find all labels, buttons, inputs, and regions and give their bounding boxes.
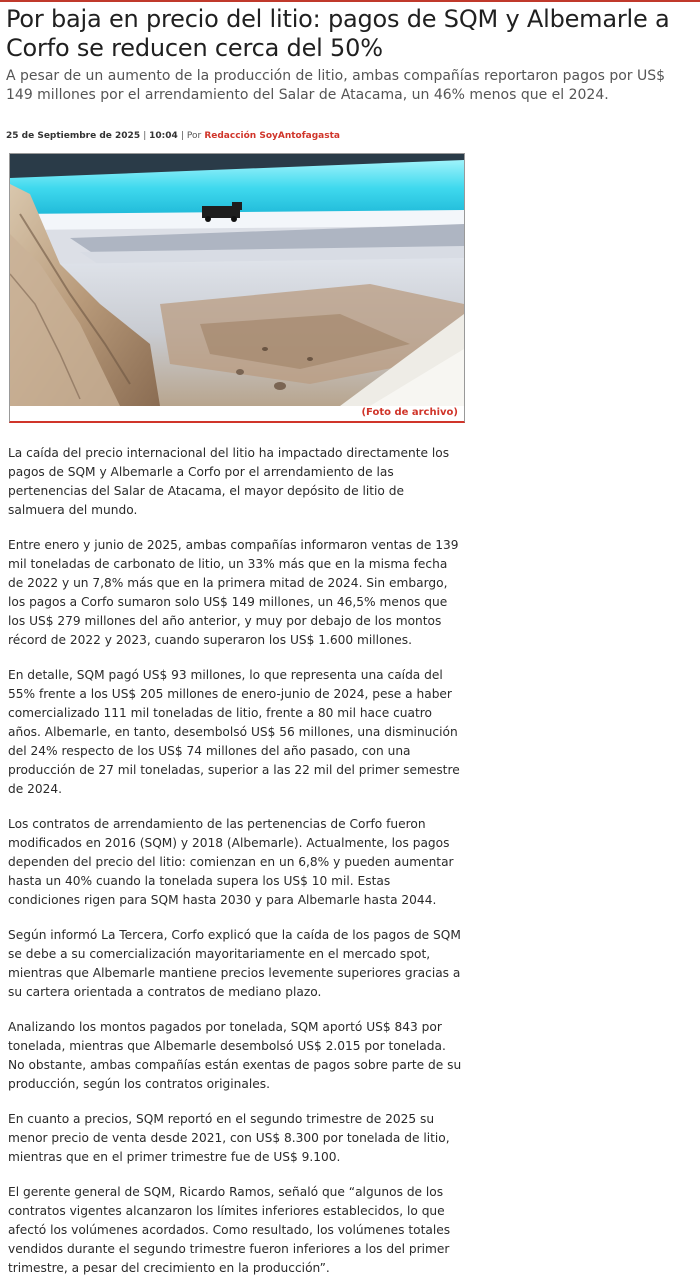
paragraph: En cuanto a precios, SQM reportó en el segundo trimestre de 2025 su menor precio de venta desde 2021, con US$ 8.300 por tonelada de litio, mientras que en el primer trimestre fue de US$ 9.100. — [8, 1112, 450, 1164]
salar-photo-illustration — [10, 154, 464, 406]
paragraph: Los contratos de arrendamiento de las pertenencias de Corfo fueron modificados en 2016 (SQM) y 2018 (Albemarle). Actualmente, los pagos dependen del precio del litio: comienzan en un 6,8% y pueden aumentar hasta un 40% cuando la tonelada supera los US$ 10 mil. Estas condiciones rigen para SQM hasta 2030 y para Albemarle hasta 2044. — [8, 817, 454, 907]
top-accent-rule — [0, 0, 700, 2]
by-label: Por — [186, 131, 202, 141]
article-body — [8, 444, 464, 1278]
paragraph: Según informó La Tercera, Corfo explicó que la caída de los pagos de SQM se debe a su comercialización mayoritariamente en el mercado spot, mientras que Albemarle mantiene precios levemente superiores gracias a su cartera orientada a contratos de mediano plazo. — [8, 928, 461, 999]
article — [0, 5, 700, 1278]
paragraph: En detalle, SQM pagó US$ 93 millones, lo que representa una caída del 55% frente a los US$ 205 millones de enero-junio de 2024, pese a haber comercializado 111 mil toneladas de litio, frente a 80 mil hace cuatro años. Albemarle, en tanto, desembolsó US$ 56 millones, una disminución del 24% respecto de los US$ 74 millones del año pasado, con una producción de 27 mil toneladas, superior a las 22 mil del primer semestre de 2024. — [8, 668, 460, 796]
paragraph: Analizando los montos pagados por tonelada, SQM aportó US$ 843 por tonelada, mientras que Albemarle desembolsó US$ 2.015 por tonelada. No obstante, ambas compañías están exentas de pagos sobre parte de su producción, según los contratos originales. — [8, 1020, 462, 1091]
publish-time: 10:04 — [149, 131, 178, 141]
photo-caption: (Foto de archivo) — [10, 406, 464, 421]
article-meta: 25 de Septiembre de 2025 | 10:04 | Por Redacción SoyAntofagasta — [6, 131, 340, 141]
article-title: Por baja en precio del litio: pagos de SQM y Albemarle a Corfo se reducen cerca del 50% — [6, 5, 670, 62]
paragraph: Entre enero y junio de 2025, ambas compañías informaron ventas de 139 mil toneladas de carbonato de litio, un 33% más que en la misma fecha de 2022 y un 7,8% más que en la primera mitad de 2024. Sin embargo, los pagos a Corfo sumaron solo US$ 149 millones, un 46,5% menos que los US$ 279 millones del año anterior, y muy por debajo de los montos récord de 2022 y 2023, cuando superaron los US$ 1.600 millones. — [8, 538, 459, 647]
paragraph: La caída del precio internacional del litio ha impactado directamente los pagos de SQM y Albemarle a Corfo por el arrendamiento de las pertenencias del Salar de Atacama, el mayor depósito de litio de salmuera del mundo. — [8, 446, 450, 517]
article-subtitle: A pesar de un aumento de la producción de litio, ambas compañías reportaron pagos por US$ 149 millones por el arrendamiento del Salar de Atacama, un 46% menos que el 2024. — [6, 68, 666, 103]
paragraph: El gerente general de SQM, Ricardo Ramos, señaló que “algunos de los contratos vigentes alcanzaron los límites inferiores establecidos, lo que afectó los volúmenes acordados. Como resultado, los volúmenes totales vendidos durante el segundo trimestre fueron inferiores a los del primer trimestre, a pesar del crecimiento en la producción”. — [8, 1185, 451, 1275]
author-link[interactable]: Redacción SoyAntofagasta — [204, 131, 340, 141]
article-photo — [9, 153, 465, 423]
publish-date: 25 de Septiembre de 2025 — [6, 131, 141, 141]
